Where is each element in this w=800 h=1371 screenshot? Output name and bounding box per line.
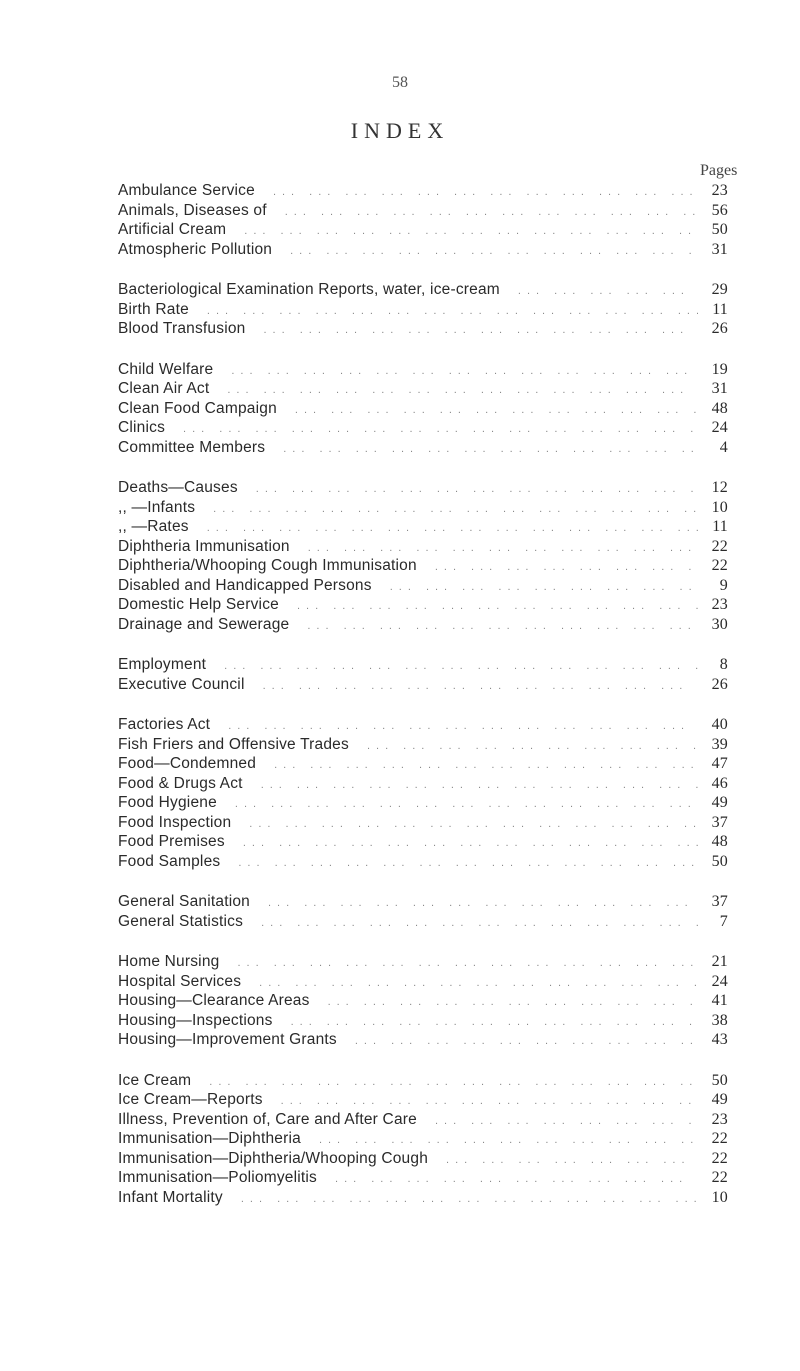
entry-page-number: 8 [719, 656, 728, 673]
entry-page-number: 11 [712, 518, 728, 535]
dot-leader [417, 1115, 698, 1127]
index-entry [118, 656, 728, 676]
dot-leader [238, 483, 698, 495]
index-entry [118, 1111, 728, 1131]
entry-label: Clean Air Act [118, 380, 210, 397]
entry-label: General Sanitation [118, 893, 250, 910]
entry-page-number: 24 [711, 972, 728, 990]
entry-page-number: 26 [711, 675, 728, 693]
index-entry [118, 577, 728, 597]
entry-page-number: 22 [711, 1130, 728, 1147]
entry-label: General Statistics [118, 912, 244, 930]
entry-label: ,, —Rates [118, 518, 189, 535]
index-entry [118, 538, 728, 558]
entry-label: Food Samples [118, 852, 221, 870]
entry-page-number: 48 [711, 833, 728, 850]
entry-page-number: 50 [711, 1071, 728, 1089]
index-entry [118, 361, 728, 381]
entry-page-number: 11 [712, 300, 728, 318]
index-entry [118, 479, 728, 499]
index-entry [118, 281, 728, 301]
entry-page-number: 50 [711, 852, 728, 870]
index-entry [118, 400, 728, 420]
entry-page-number: 22 [711, 1149, 728, 1167]
entry-page-number: 40 [711, 716, 728, 733]
dot-leader [349, 740, 698, 752]
entry-page-number: 38 [711, 1011, 728, 1029]
index-entry [118, 992, 728, 1012]
index-entry [118, 202, 728, 222]
entry-page-number: 23 [711, 182, 728, 199]
dot-leader [189, 305, 698, 317]
page-number: 58 [392, 74, 408, 91]
entry-page-number: 46 [711, 774, 728, 792]
index-group [118, 479, 728, 635]
dot-leader [277, 404, 698, 416]
entry-label: Food & Drugs Act [118, 774, 243, 792]
pages-column-header: Pages [700, 162, 738, 179]
entry-label: Illness, Prevention of, Care and After Care [118, 1110, 417, 1128]
page-title: INDEX [350, 118, 450, 143]
entry-page-number: 31 [711, 380, 728, 397]
entry-label: Food—Condemned [118, 755, 257, 772]
index-entry [118, 616, 728, 636]
entry-page-number: 41 [711, 992, 728, 1009]
index-entry [118, 499, 728, 519]
dot-leader [241, 977, 698, 989]
dot-leader [289, 620, 698, 632]
entry-label: Housing—Clearance Areas [118, 992, 310, 1009]
dot-leader [165, 423, 698, 435]
index-entry [118, 814, 728, 834]
index-entry [118, 676, 728, 696]
entry-label: Domestic Help Service [118, 596, 279, 613]
index-entry [118, 1130, 728, 1150]
index-entry [118, 1091, 728, 1111]
entry-label: Food Hygiene [118, 794, 217, 811]
entry-label: Infant Mortality [118, 1188, 223, 1206]
entry-label: Birth Rate [118, 300, 189, 318]
index-entry [118, 755, 728, 775]
entry-label: Diphtheria/Whooping Cough Immunisation [118, 557, 417, 574]
index-entry [118, 518, 728, 538]
index-entry [118, 596, 728, 616]
entry-label: ,, —Infants [118, 498, 196, 516]
entry-page-number: 21 [711, 953, 728, 970]
dot-leader [223, 1193, 698, 1205]
index-entry [118, 716, 728, 736]
entry-page-number: 37 [711, 893, 728, 910]
entry-label: Factories Act [118, 716, 211, 733]
index-group [118, 716, 728, 872]
entry-label: Artificial Cream [118, 221, 227, 238]
entry-page-number: 22 [711, 557, 728, 574]
entry-page-number: 19 [711, 360, 728, 378]
index-entry [118, 913, 728, 933]
dot-leader [209, 384, 698, 396]
entry-page-number: 49 [711, 1091, 728, 1108]
entry-page-number: 23 [711, 1110, 728, 1128]
entry-page-number: 22 [711, 1169, 728, 1186]
index-entry [118, 419, 728, 439]
entry-label: Immunisation—Diphtheria/Whooping Cough [118, 1149, 429, 1167]
entry-page-number: 10 [711, 498, 728, 516]
dot-leader [372, 581, 698, 593]
dot-leader [301, 1134, 698, 1146]
entry-page-number: 49 [711, 794, 728, 811]
entry-label: Drainage and Sewerage [118, 615, 290, 633]
entry-page-number: 24 [711, 419, 728, 436]
index-entry [118, 893, 728, 913]
dot-leader [337, 1035, 698, 1047]
index-entry [118, 1031, 728, 1051]
index-entry [118, 182, 728, 202]
entry-label: Hospital Services [118, 972, 242, 990]
dot-leader [189, 522, 698, 534]
dot-leader [279, 600, 698, 612]
entry-page-number: 12 [711, 479, 728, 496]
index-group [118, 281, 728, 340]
dot-leader [500, 285, 698, 297]
entry-label: Ambulance Service [118, 182, 255, 199]
entry-page-number: 43 [711, 1031, 728, 1048]
index-group [118, 893, 728, 932]
index-entry [118, 241, 728, 261]
entry-label: Home Nursing [118, 953, 220, 970]
entry-page-number: 29 [711, 281, 728, 298]
entry-label: Blood Transfusion [118, 320, 246, 337]
entry-label: Ice Cream [118, 1071, 192, 1089]
entry-page-number: 31 [711, 240, 728, 258]
dot-leader [225, 837, 698, 849]
dot-leader [210, 720, 698, 732]
dot-leader [231, 818, 698, 830]
entry-page-number: 39 [711, 735, 728, 753]
entry-label: Child Welfare [118, 360, 214, 378]
dot-leader [243, 917, 698, 929]
index-list [118, 182, 728, 1229]
dot-leader [217, 798, 698, 810]
entry-label: Executive Council [118, 675, 245, 693]
entry-page-number: 47 [711, 755, 728, 772]
dot-leader [263, 1095, 698, 1107]
entry-page-number: 7 [719, 912, 728, 930]
dot-leader [265, 443, 698, 455]
dot-leader [273, 1016, 698, 1028]
index-entry [118, 380, 728, 400]
dot-leader [245, 680, 698, 692]
index-entry [118, 794, 728, 814]
dot-leader [267, 206, 698, 218]
entry-label: Clinics [118, 419, 166, 436]
dot-leader [310, 996, 698, 1008]
dot-leader [256, 759, 698, 771]
dot-leader [226, 225, 698, 237]
entry-page-number: 4 [719, 438, 728, 456]
entry-page-number: 22 [711, 537, 728, 555]
index-entry [118, 1150, 728, 1170]
index-entry [118, 320, 728, 340]
index-entry [118, 557, 728, 577]
entry-label: Bacteriological Examination Reports, water, ice-cream [118, 281, 500, 298]
index-entry [118, 301, 728, 321]
index-group [118, 1072, 728, 1209]
dot-leader [243, 779, 698, 791]
index-entry [118, 1072, 728, 1092]
index-entry [118, 833, 728, 853]
dot-leader [206, 660, 698, 672]
dot-leader [213, 365, 698, 377]
entry-page-number: 56 [711, 201, 728, 219]
index-entry [118, 439, 728, 459]
index-group [118, 953, 728, 1051]
dot-leader [272, 245, 698, 257]
entry-page-number: 9 [719, 576, 728, 594]
entry-label: Food Premises [118, 833, 225, 850]
index-entry [118, 853, 728, 873]
dot-leader [191, 1076, 698, 1088]
dot-leader [219, 957, 698, 969]
entry-label: Atmospheric Pollution [118, 240, 273, 258]
entry-page-number: 37 [711, 813, 728, 831]
index-entry [118, 1189, 728, 1209]
entry-label: Committee Members [118, 438, 266, 456]
entry-label: Deaths—Causes [118, 479, 238, 496]
entry-page-number: 30 [711, 615, 728, 633]
dot-leader [245, 324, 698, 336]
dot-leader [290, 542, 698, 554]
entry-label: Clean Food Campaign [118, 399, 277, 417]
entry-label: Immunisation—Poliomyelitis [118, 1169, 318, 1186]
entry-label: Disabled and Handicapped Persons [118, 576, 372, 594]
dot-leader [428, 1154, 698, 1166]
entry-label: Ice Cream—Reports [118, 1091, 263, 1108]
entry-page-number: 26 [711, 320, 728, 337]
entry-label: Housing—Inspections [118, 1011, 273, 1029]
entry-label: Immunisation—Diphtheria [118, 1130, 301, 1147]
entry-label: Fish Friers and Offensive Trades [118, 735, 349, 753]
dot-leader [195, 503, 698, 515]
entry-page-number: 50 [711, 221, 728, 238]
entry-page-number: 10 [711, 1188, 728, 1206]
index-entry [118, 1012, 728, 1032]
entry-label: Employment [118, 656, 207, 673]
dot-leader [417, 561, 698, 573]
entry-page-number: 23 [711, 596, 728, 613]
index-entry [118, 973, 728, 993]
index-entry [118, 221, 728, 241]
entry-label: Housing—Improvement Grants [118, 1031, 337, 1048]
index-entry [118, 775, 728, 795]
entry-page-number: 48 [711, 399, 728, 417]
dot-leader [255, 186, 698, 198]
index-group [118, 182, 728, 260]
index-entry [118, 953, 728, 973]
entry-label: Animals, Diseases of [118, 201, 267, 219]
index-group [118, 656, 728, 695]
entry-label: Diphtheria Immunisation [118, 537, 290, 555]
index-group [118, 361, 728, 459]
dot-leader [317, 1173, 698, 1185]
entry-label: Food Inspection [118, 813, 232, 831]
index-entry [118, 1169, 728, 1189]
dot-leader [250, 897, 698, 909]
dot-leader [220, 857, 698, 869]
index-entry [118, 736, 728, 756]
